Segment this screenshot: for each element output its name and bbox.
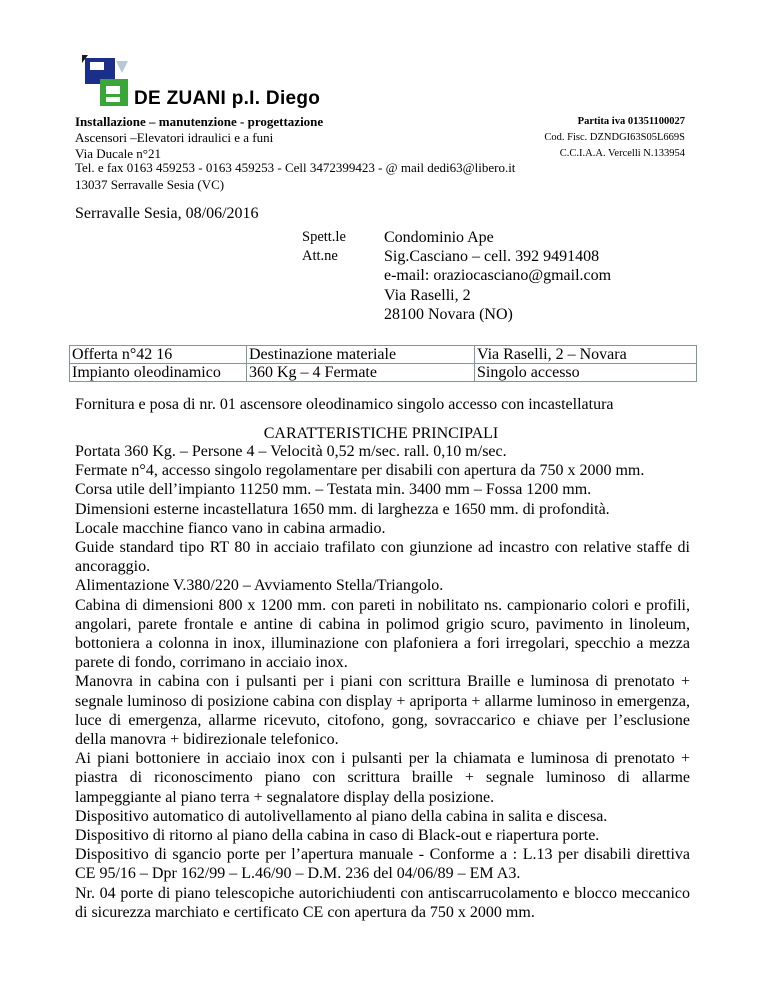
spec-paragraph: Manovra in cabina con i pulsanti per i piani con scrittura Braille e luminosa di prenotato + segnale luminoso di posizione cabina con display + apriporta + allarme luminoso in emergenza, luce di emergenza, allarme ricevuto, citofono, gong, sovraccarico e chiave per l’esclusione della manovra + bidirezionale telefonico. [75, 673, 690, 749]
company-services: Ascensori –Elevatori idraulici e a funi [75, 130, 274, 145]
recipient-line: Sig.Casciano – cell. 392 9491408 [384, 248, 600, 266]
spec-paragraph: Locale macchine fianco vano in cabina armadio. [75, 519, 386, 537]
intro-text: Fornitura e posa di nr. 01 ascensore oleodinamico singolo accesso con incastellatura [75, 396, 614, 413]
recipient-line: 28100 Novara (NO) [384, 305, 513, 323]
spec-paragraph: Fermate n°4, accesso singolo regolamentare per disabili con apertura da 750 x 2000 mm. [75, 462, 645, 480]
company-tagline: Installazione – manutenzione - progettazione [75, 114, 324, 129]
table-cell: Destinazione materiale [247, 346, 475, 364]
table-cell: 360 Kg – 4 Fermate [247, 364, 475, 382]
spec-paragraph: Dispositivo di ritorno al piano della cabina in caso di Black-out e riapertura porte. [75, 827, 600, 845]
table-cell: Singolo accesso [475, 364, 697, 382]
company-logo [82, 55, 130, 109]
spec-paragraph: Dispositivo automatico di autolivellamento al piano della cabina in salita e discesa. [75, 807, 608, 825]
recipient-line: e-mail: oraziocasciano@gmail.com [384, 267, 612, 285]
spec-paragraph: Guide standard tipo RT 80 in acciaio trafilato con giunzione ad incastro con relative staffe di ancoraggio. [75, 539, 690, 576]
cciaa-number: C.C.I.A.A. Vercelli N.133954 [559, 148, 685, 159]
table-row [70, 346, 697, 364]
recipient-block [384, 228, 611, 324]
table-cell: Offerta n°42 16 [70, 346, 247, 364]
spec-paragraph: Portata 360 Kg. – Persone 4 – Velocità 0,52 m/sec. rall. 0,10 m/sec. [75, 443, 507, 460]
spec-paragraph: Alimentazione V.380/220 – Avviamento Stella/Triangolo. [75, 577, 444, 595]
spec-paragraph: Ai piani bottoniere in acciaio inox con i pulsanti per la chiamata e luminosa di prenotato + piastra di riconoscimento piano con scrittura braille + segnale luminoso di allarme lampeggiante al piano terra + segnalatore display della posizione. [75, 750, 690, 806]
table-row [70, 364, 697, 382]
attention-label: Att.ne [302, 248, 338, 264]
spec-paragraph: Dispositivo di sgancio porte per l’apertura manuale - Conforme a : L.13 per disabili direttiva CE 95/16 – Dpr 162/99 – L.46/90 – D.M. 236 del 04/06/89 – EM A3. [75, 846, 690, 883]
recipient-label: Spett.le [302, 229, 346, 245]
company-name: DE ZUANI p.I. Diego [134, 88, 321, 109]
recipient-labels [302, 228, 346, 266]
section-heading: CARATTERISTICHE PRINCIPALI [263, 425, 499, 442]
spec-paragraph: Dimensioni esterne incastellatura 1650 mm. di larghezza e 1650 mm. di profondità. [75, 500, 610, 518]
table-cell: Via Raselli, 2 – Novara [475, 346, 697, 364]
table-cell: Impianto oleodinamico [70, 364, 247, 382]
tax-code: Cod. Fisc. DZNDGI63S05L669S [544, 132, 685, 143]
letter-date: Serravalle Sesia, 08/06/2016 [75, 205, 259, 222]
specifications-body [75, 442, 690, 922]
company-contact: Tel. e fax 0163 459253 - 0163 459253 - Cell 3472399423 - @ mail dedi63@libero.it [75, 160, 516, 175]
spec-paragraph: Cabina di dimensioni 800 x 1200 mm. con pareti in nobilitato ns. campionario colori e profili, angolari, parete frontale e antine di cabina in polimod grigio scuro, pavimento in linoleum, bottoniera a colonna in inox, illuminazione con plafoniera a fori irregolari, specchio a mezza parete di fondo, corrimano in acciaio inox. [75, 596, 690, 672]
spec-paragraph: Nr. 04 porte di piano telescopiche autorichiudenti con antiscarrucolamento e blocco meccanico di sicurezza marchiato e certificato CE con apertura da 750 x 2000 mm. [75, 884, 690, 921]
spec-paragraph: Corsa utile dell’impianto 11250 mm. – Testata min. 3400 mm – Fossa 1200 mm. [75, 481, 592, 499]
recipient-line: Via Raselli, 2 [384, 286, 471, 304]
offer-table [69, 345, 697, 382]
vat-number: Partita iva 01351100027 [577, 116, 685, 127]
company-city: 13037 Serravalle Sesia (VC) [75, 177, 225, 192]
company-address: Via Ducale n°21 [75, 146, 161, 161]
recipient-line: Condominio Ape [384, 229, 494, 246]
